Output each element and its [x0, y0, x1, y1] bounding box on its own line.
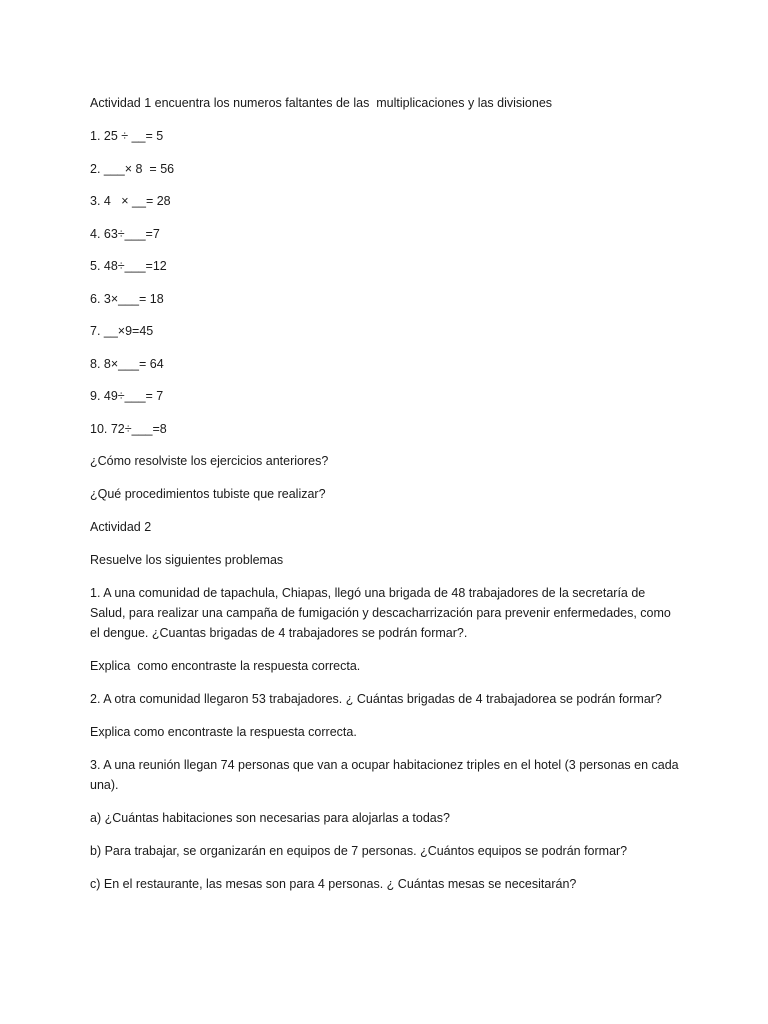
exercise-8: 8. 8×___= 64	[90, 356, 164, 371]
activity1-title: Actividad 1 encuentra los numeros faltantes de las multiplicaciones y las divisiones	[90, 96, 553, 110]
problem-3c: c) En el restaurante, las mesas son para 4 personas. ¿ Cuántas mesas se necesitarán?	[90, 877, 577, 891]
question-1: ¿Cómo resolviste los ejercicios anteriores?	[90, 454, 329, 468]
document-body	[90, 93, 683, 907]
exercise-1: 1. 25 ÷ __= 5	[90, 129, 164, 143]
explain-1: Explica como encontraste la respuesta correcta.	[90, 659, 361, 673]
exercise-6: 6. 3×___= 18	[90, 291, 164, 306]
exercise-3: 3. 4 × __= 28	[90, 194, 171, 208]
exercise-7: 7. __×9=45	[90, 324, 154, 338]
problem-1: 1. A una comunidad de tapachula, Chiapas, llegó una brigada de 48 trabajadores de la secretaría de Salud, para realizar una campaña de fumigación y descacharrización para prevenir enfermedades, como el dengue. ¿Cuantas brigadas de 4 trabajadores se podrán formar?.	[90, 586, 675, 640]
problem-2: 2. A otra comunidad llegaron 53 trabajadores. ¿ Cuántas brigadas de 4 trabajadorea se podrán formar?	[90, 692, 662, 706]
problem-3: 3. A una reunión llegan 74 personas que van a ocupar habitacionez triples en el hotel (3 personas en cada una).	[90, 758, 683, 792]
exercise-5: 5. 48÷___=12	[90, 259, 167, 273]
question-2: ¿Qué procedimientos tubiste que realizar?	[90, 487, 326, 501]
problem-3b: b) Para trabajar, se organizarán en equipos de 7 personas. ¿Cuántos equipos se podrán formar?	[90, 844, 628, 858]
activity2-instruction: Resuelve los siguientes problemas	[90, 553, 284, 567]
exercise-10: 10. 72÷___=8	[90, 421, 167, 436]
exercise-9: 9. 49÷___= 7	[90, 389, 164, 403]
exercise-2: 2. ___× 8 = 56	[90, 161, 175, 176]
explain-2: Explica como encontraste la respuesta correcta.	[90, 725, 357, 739]
activity2-title: Actividad 2	[90, 520, 152, 534]
exercise-4: 4. 63÷___=7	[90, 226, 160, 241]
problem-3a: a) ¿Cuántas habitaciones son necesarias para alojarlas a todas?	[90, 811, 450, 825]
